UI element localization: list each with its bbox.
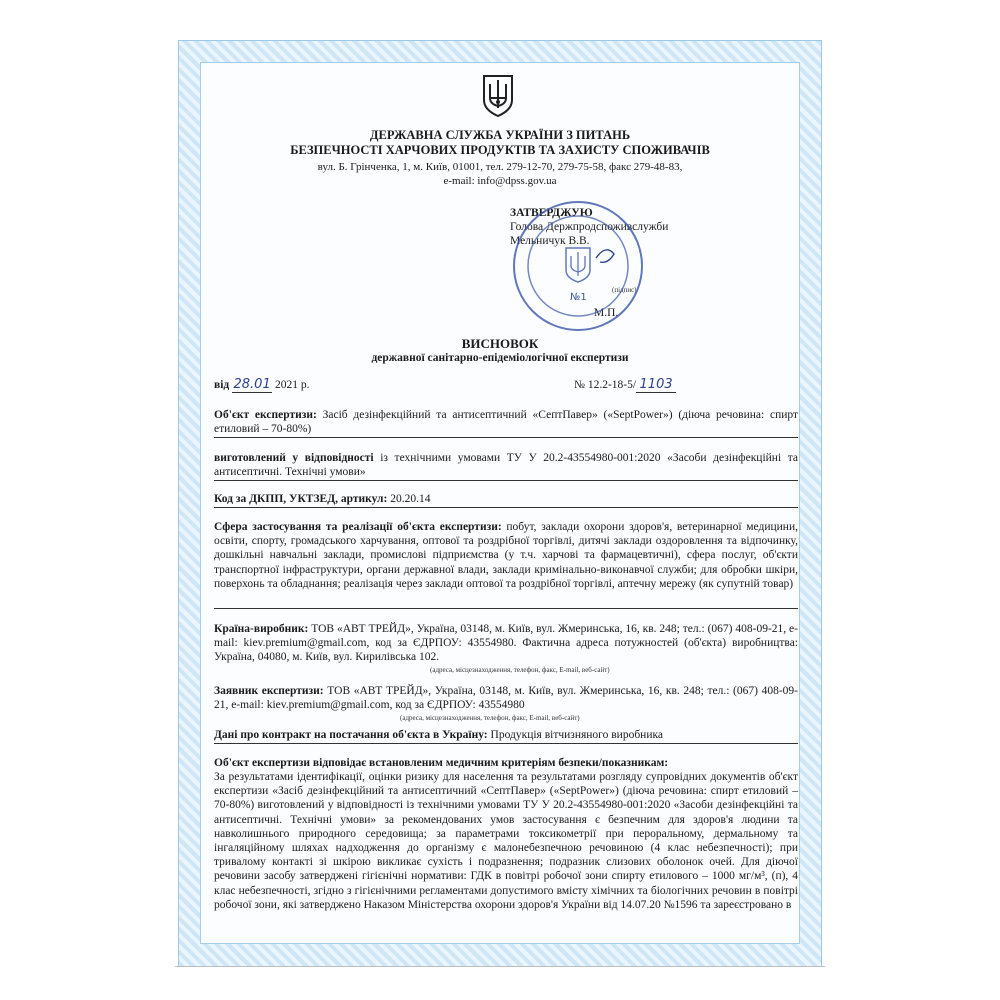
official-stamp-icon bbox=[508, 196, 648, 336]
separator bbox=[214, 437, 798, 438]
manufactured-label: виготовлений у відповідності bbox=[214, 452, 374, 464]
separator bbox=[214, 743, 798, 744]
header-line-2: БЕЗПЕЧНОСТІ ХАРЧОВИХ ПРОДУКТІВ ТА ЗАХИСТУ СПОЖИВАЧІВ bbox=[290, 143, 710, 157]
scope-text: побут, заклади охорони здоров'я, ветеринарної медицини, освіти, спорту, громадського харчування, оптової та роздрібної торгівлі, дитячі заклади оздоровлення та відпочинку, дошкільні навчальні заклади, промислові підприємства (у т.ч. харчові та фармацевтичні), сфера послуг, об'єкти транспортної інфраструктури, органи державної влади, заклади кримінально-виконавчої служби; для обробки шкіри, поверхонь та обладнання; реалізація через заклади оптової та роздрібної торгівлі, аптечну мережу (як супутній товар) bbox=[214, 521, 798, 590]
applicant-section bbox=[214, 684, 798, 712]
contract-label: Дані про контракт на постачання об'єкта в Україну: bbox=[214, 729, 488, 741]
header-address: вул. Б. Грінченка, 1, м. Київ, 01001, тел. 279-12-70, 279-75-58, факс 279-48-83, bbox=[317, 161, 683, 173]
code-label: Код за ДКПП, УКТЗЕД, артикул: bbox=[214, 493, 388, 505]
approval-label: ЗАТВЕРДЖУЮ bbox=[510, 207, 593, 219]
approval-position: Голова Держпродспоживслужби bbox=[510, 221, 669, 233]
producer-section bbox=[214, 622, 798, 665]
page-bottom-rule bbox=[175, 966, 825, 967]
approval-mp: М.П. bbox=[594, 307, 619, 319]
object-section bbox=[214, 408, 798, 436]
manufactured-text: із технічними умовами ТУ У 20.2-43554980-001:2020 «Засоби дезінфекційні та антисептичні. Технічні умови» bbox=[214, 452, 799, 479]
date-year: 2021 р. bbox=[274, 379, 310, 391]
criteria-label: Об'єкт експертизи відповідає встановленим медичним критеріям безпеки/показникам: bbox=[214, 757, 669, 769]
manufactured-section bbox=[214, 451, 798, 479]
producer-label: Країна-виробник: bbox=[214, 623, 309, 635]
contract-text: Продукція вітчизняного виробника bbox=[490, 729, 664, 741]
scope-section bbox=[214, 520, 798, 591]
number-prefix: № 12.2-18-5/ bbox=[574, 379, 637, 391]
separator bbox=[214, 480, 798, 481]
stamp-number: №1 bbox=[570, 292, 587, 303]
code-section bbox=[214, 492, 798, 506]
criteria-text: За результатами ідентифікації, оцінки ризику для населення та результатами розгляду супровідних документів об'єкт експертизи «Засіб дезінфекційний та антисептичний «СептПавер» («SeptPower») (діюча речовина: спирт етиловий – 70-80%) виготовлений у відповідності із технічними умовами ТУ У 20.2-43554980-001:2020 «Засоби дезінфекційні та антисептичні. Технічні умови» за рекомендованих умов застосування є безпечним для здоров'я людини та навколишнього природного середовища; за параметрами токсикометрії при пероральному, дермальному та інгаляційному шляхах надходження до організму є малонебезпечною речовиною (4 клас небезпечності); при тривалому контакті зі шкірою викликає сухість і подразнення; подразник слизових оболонок очей. Для діючої речовини засобу затверджені гігієнічні нормативи: ГДК в повітрі робочої зони спирту етилового – 1000 мг/м³, (п), 4 клас небезпечності, згідно з гігієнічними регламентами допустимого вмісту хімічних та біологічних речовин в повітрі робочої зони, які затверджено Наказом Міністерства охорони здоров'я України від 14.07.20 №1596 та зареєстровано в bbox=[214, 771, 798, 911]
producer-text: ТОВ «АВТ ТРЕЙД», Україна, 03148, м. Київ, вул. Жмеринська, 16, кв. 248; тел.: (067) 408-09-21, e-mail: kiev.premium@gmail.com, код за ЄДРПОУ: 43554980. Фактична адреса потужностей (об'єкта) виробництва: Україна, 04080, м. Київ, вул. Кирилівська 102. bbox=[214, 623, 798, 664]
trident-emblem-icon bbox=[480, 72, 516, 118]
applicant-hint: (адреса, місцезнаходження, телефон, факс, E-mail, веб-сайт) bbox=[400, 714, 580, 722]
applicant-label: Заявник експертизи: bbox=[214, 685, 324, 697]
code-value: 20.20.14 bbox=[390, 493, 431, 505]
approval-sign-hint: (підпис) bbox=[612, 286, 637, 294]
header-email: e-mail: info@dpss.gov.ua bbox=[443, 175, 557, 187]
contract-section bbox=[214, 728, 798, 742]
date-handwritten: 28.01 bbox=[233, 377, 271, 392]
header-line-1: ДЕРЖАВНА СЛУЖБА УКРАЇНИ З ПИТАНЬ bbox=[369, 128, 631, 142]
document-title: ВИСНОВОК bbox=[461, 336, 539, 351]
separator bbox=[214, 507, 798, 508]
applicant-text: ТОВ «АВТ ТРЕЙД», Україна, 03148, м. Київ, вул. Жмеринська, 16, кв. 248; тел.: (067) 408-09-21, e-mail: kiev.premium@gmail.com, код за ЄДРПОУ: 43554980 bbox=[214, 685, 798, 712]
number-handwritten: 1103 bbox=[636, 378, 676, 393]
number-field bbox=[574, 378, 676, 393]
object-text: Засіб дезінфекційний та антисептичний «СептПавер» («SeptPower») (діюча речовина: спирт етиловий – 70-80%) bbox=[214, 409, 799, 436]
date-field bbox=[214, 378, 309, 393]
object-label: Об'єкт експертизи: bbox=[214, 409, 317, 421]
document-subtitle: державної санітарно-епідеміологічної експертизи bbox=[371, 352, 629, 364]
scope-label: Сфера застосування та реалізації об'єкта експертизи: bbox=[214, 521, 502, 533]
date-prefix: від bbox=[214, 379, 230, 391]
producer-hint: (адреса, місцезнаходження, телефон, факс, E-mail, веб-сайт) bbox=[430, 666, 610, 674]
separator bbox=[214, 608, 798, 609]
approval-name: Мельничук В.В. bbox=[510, 235, 590, 247]
